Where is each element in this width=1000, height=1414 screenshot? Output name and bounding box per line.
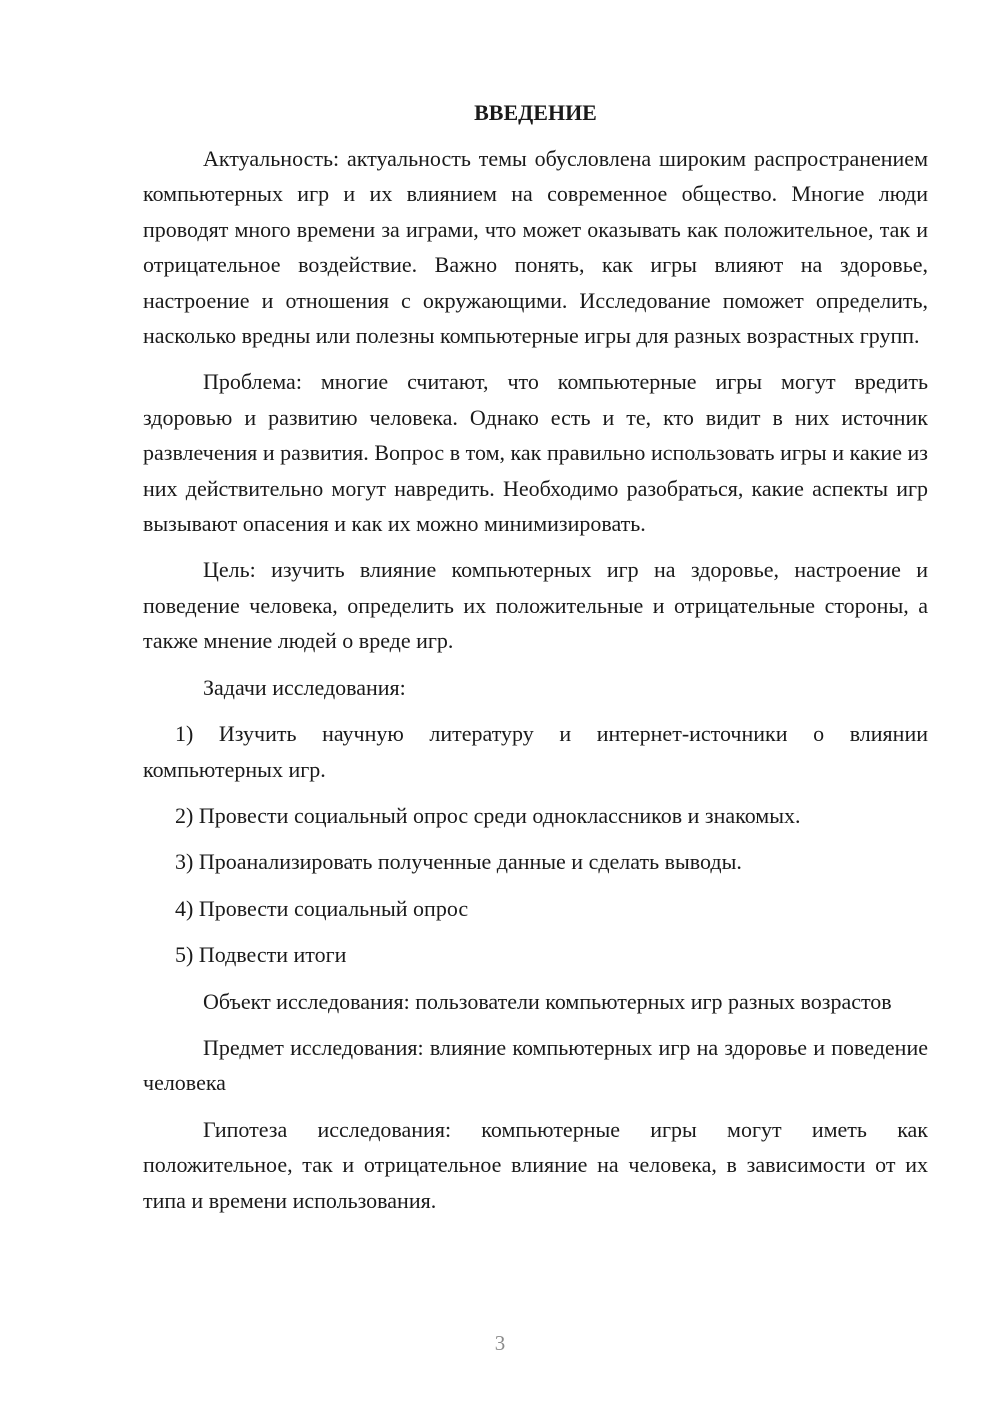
hypothesis-paragraph: Гипотеза исследования: компьютерные игры могут иметь как положительное, так и отрицательное влияние на человека, в зависимости от их типа и времени использования. <box>143 1116 928 1213</box>
page-number: 3 <box>494 1331 506 1355</box>
tasks-heading: Задачи исследования: <box>203 674 406 700</box>
task-item-2: 2) Провести социальный опрос среди одноклассников и знакомых. <box>175 802 801 828</box>
object-paragraph: Объект исследования: пользователи компьютерных игр разных возрастов <box>203 988 892 1014</box>
page-content <box>143 95 928 1229</box>
task-item-3: 3) Проанализировать полученные данные и сделать выводы. <box>175 849 742 875</box>
section-title: ВВЕДЕНИЕ <box>474 100 597 125</box>
task-item-1: 1) Изучить научную литературу и интернет-источники о влиянии компьютерных игр. <box>143 721 928 782</box>
problem-paragraph: Проблема: многие считают, что компьютерные игры могут вредить здоровью и развитию человека. Однако есть и те, кто видит в них источник развлечения и развития. Вопрос в том, как правильно использовать игры и какие из них действительно могут навредить. Необходимо разобраться, какие аспекты игр вызывают опасения и как их можно минимизировать. <box>143 369 928 537</box>
subject-paragraph: Предмет исследования: влияние компьютерных игр на здоровье и поведение человека <box>143 1034 928 1096</box>
goal-paragraph: Цель: изучить влияние компьютерных игр на здоровье, настроение и поведение человека, определить их положительные и отрицательные стороны, а также мнение людей о вреде игр. <box>143 557 928 654</box>
task-item-4: 4) Провести социальный опрос <box>175 895 469 921</box>
relevance-paragraph: Актуальность: актуальность темы обусловлена широким распространением компьютерных игр и их влиянием на современное общество. Многие люди проводят много времени за играми, что может оказывать как положительное, так и отрицательное воздействие. Важно понять, как игры влияют на здоровье, настроение и отношения с окружающими. Исследование поможет определить, насколько вредны или полезны компьютерные игры для разных возрастных групп. <box>143 146 928 349</box>
task-item-5: 5) Подвести итоги <box>175 942 347 968</box>
